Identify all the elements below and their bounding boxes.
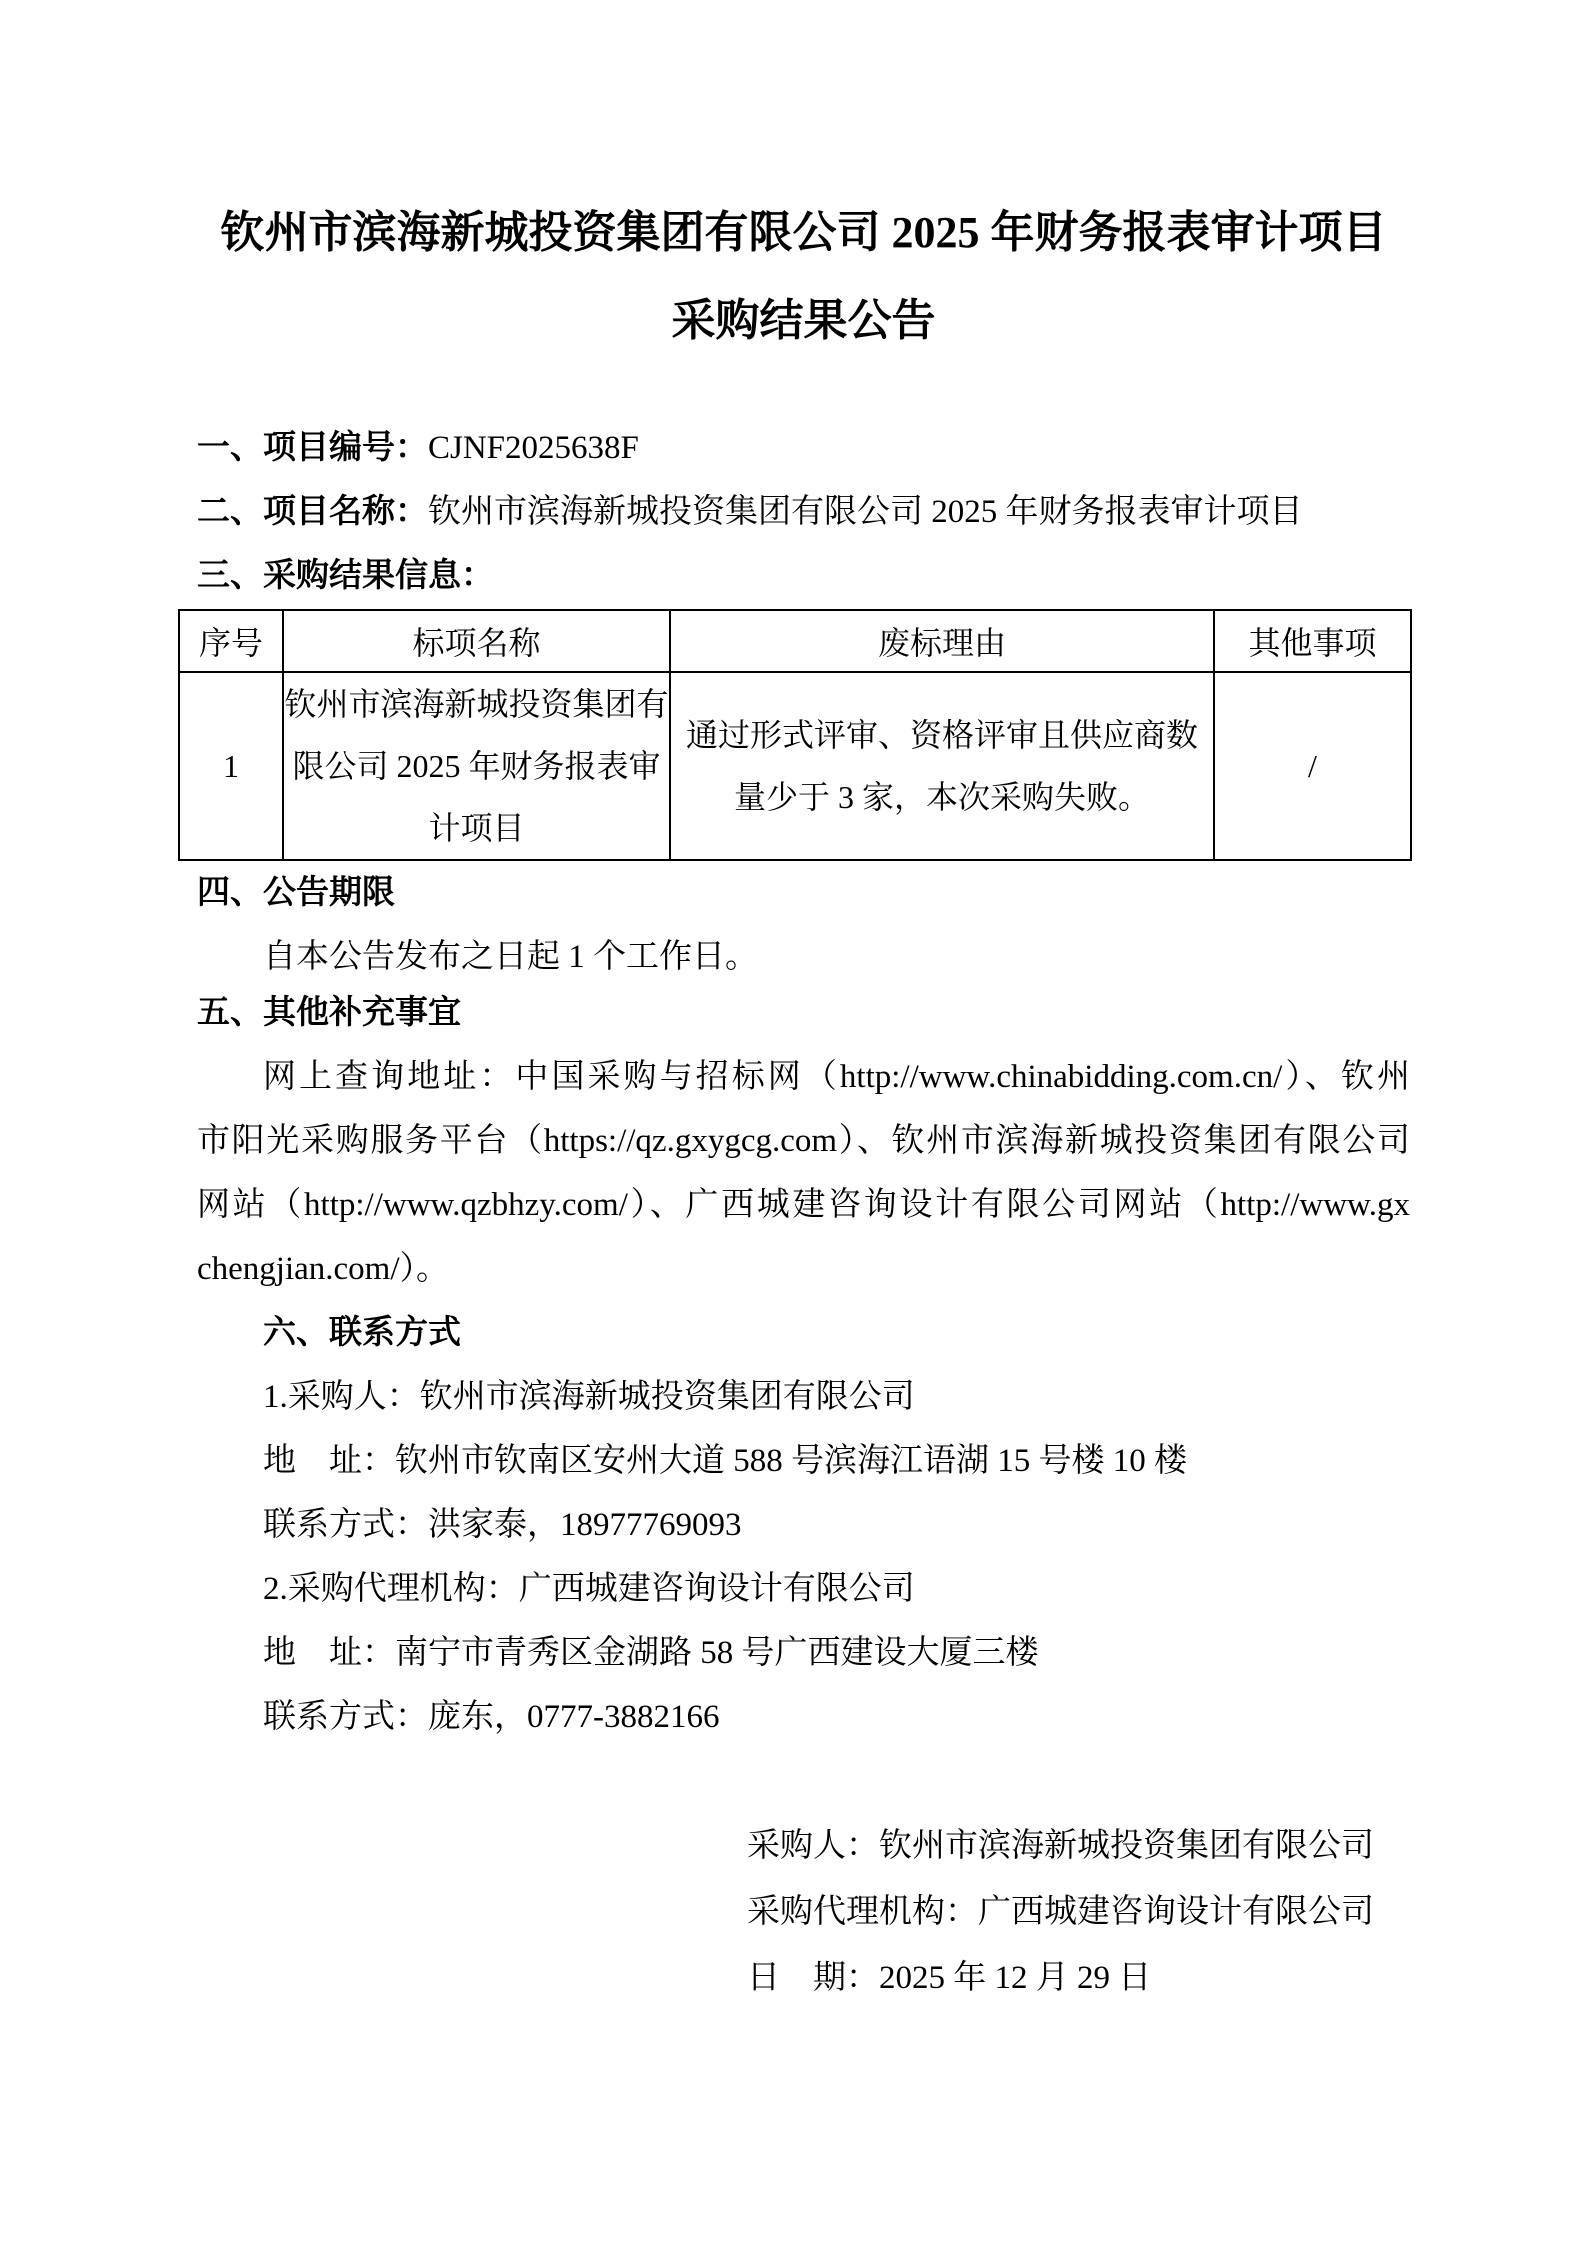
cell-other-matters: /	[1214, 672, 1411, 860]
item-project-name-value: 钦州市滨海新城投资集团有限公司 2025 年财务报表审计项目	[428, 494, 1303, 530]
inquiry-line-4: chengjian.com/）。	[197, 1251, 450, 1287]
cell-seq-no: 1	[179, 672, 283, 860]
table-header-row	[179, 610, 1411, 672]
inquiry-address-paragraph	[197, 1045, 1410, 1301]
signature-block	[747, 1813, 1410, 2011]
item-project-name-label: 二、项目名称：	[197, 494, 428, 530]
item-project-number-value: CJNF2025638F	[428, 430, 639, 466]
result-table-header	[179, 610, 1411, 672]
cell-rejection-reason: 通过形式评审、资格评审且供应商数量少于 3 家，本次采购失败。	[670, 672, 1214, 860]
signature-agency: 采购代理机构：广西城建咨询设计有限公司	[747, 1894, 1374, 1930]
item-result-info	[197, 544, 1410, 608]
item-project-number	[197, 416, 1410, 480]
contact-agency: 2.采购代理机构：广西城建咨询设计有限公司	[263, 1571, 915, 1607]
header-seq-no: 序号	[179, 610, 283, 672]
inquiry-line-2: 市阳光采购服务平台（https://qz.gxygcg.com）、钦州市滨海新城投资集团有限公司	[197, 1123, 1410, 1159]
signature-purchaser: 采购人：钦州市滨海新城投资集团有限公司	[747, 1828, 1374, 1864]
heading-other-matters: 五、其他补充事宜	[197, 995, 461, 1031]
document-title	[197, 0, 1410, 365]
contact-purchaser-phone: 联系方式：洪家泰，18977769093	[263, 1507, 742, 1543]
heading-announcement-period: 四、公告期限	[197, 875, 395, 911]
numbered-items	[197, 416, 1410, 608]
header-rejection-reason: 废标理由	[670, 610, 1214, 672]
table-row	[179, 672, 1411, 860]
header-lot-name: 标项名称	[283, 610, 670, 672]
inquiry-line-3: 网站（http://www.qzbhzy.com/）、广西城建咨询设计有限公司网站（http://www.gx	[197, 1187, 1410, 1223]
result-table-body	[179, 672, 1411, 860]
heading-contact-info: 六、联系方式	[263, 1315, 461, 1351]
header-other-matters: 其他事项	[1214, 610, 1411, 672]
contact-agency-phone: 联系方式：庞东，0777-3882166	[263, 1699, 720, 1735]
inquiry-line-1: 网上查询地址：中国采购与招标网（http://www.chinabidding.com.cn/）、钦州	[263, 1059, 1410, 1095]
item-project-name	[197, 480, 1410, 544]
title-line-2: 采购结果公告	[671, 296, 936, 345]
item-result-info-label: 三、采购结果信息：	[197, 558, 494, 594]
contact-agency-address: 地 址：南宁市青秀区金湖路 58 号广西建设大厦三楼	[263, 1635, 1039, 1671]
result-table	[178, 609, 1412, 861]
contact-info-block	[197, 1365, 1410, 1749]
contact-purchaser-address: 地 址：钦州市钦南区安州大道 588 号滨海江语湖 15 号楼 10 楼	[263, 1443, 1187, 1479]
signature-date: 日 期：2025 年 12 月 29 日	[747, 1960, 1152, 1996]
announcement-period-text: 自本公告发布之日起 1 个工作日。	[263, 939, 758, 975]
cell-lot-name: 钦州市滨海新城投资集团有限公司 2025 年财务报表审计项目	[283, 672, 670, 860]
contact-purchaser: 1.采购人：钦州市滨海新城投资集团有限公司	[263, 1379, 915, 1415]
title-line-1: 钦州市滨海新城投资集团有限公司 2025 年财务报表审计项目	[220, 208, 1387, 257]
item-project-number-label: 一、项目编号：	[197, 430, 428, 466]
